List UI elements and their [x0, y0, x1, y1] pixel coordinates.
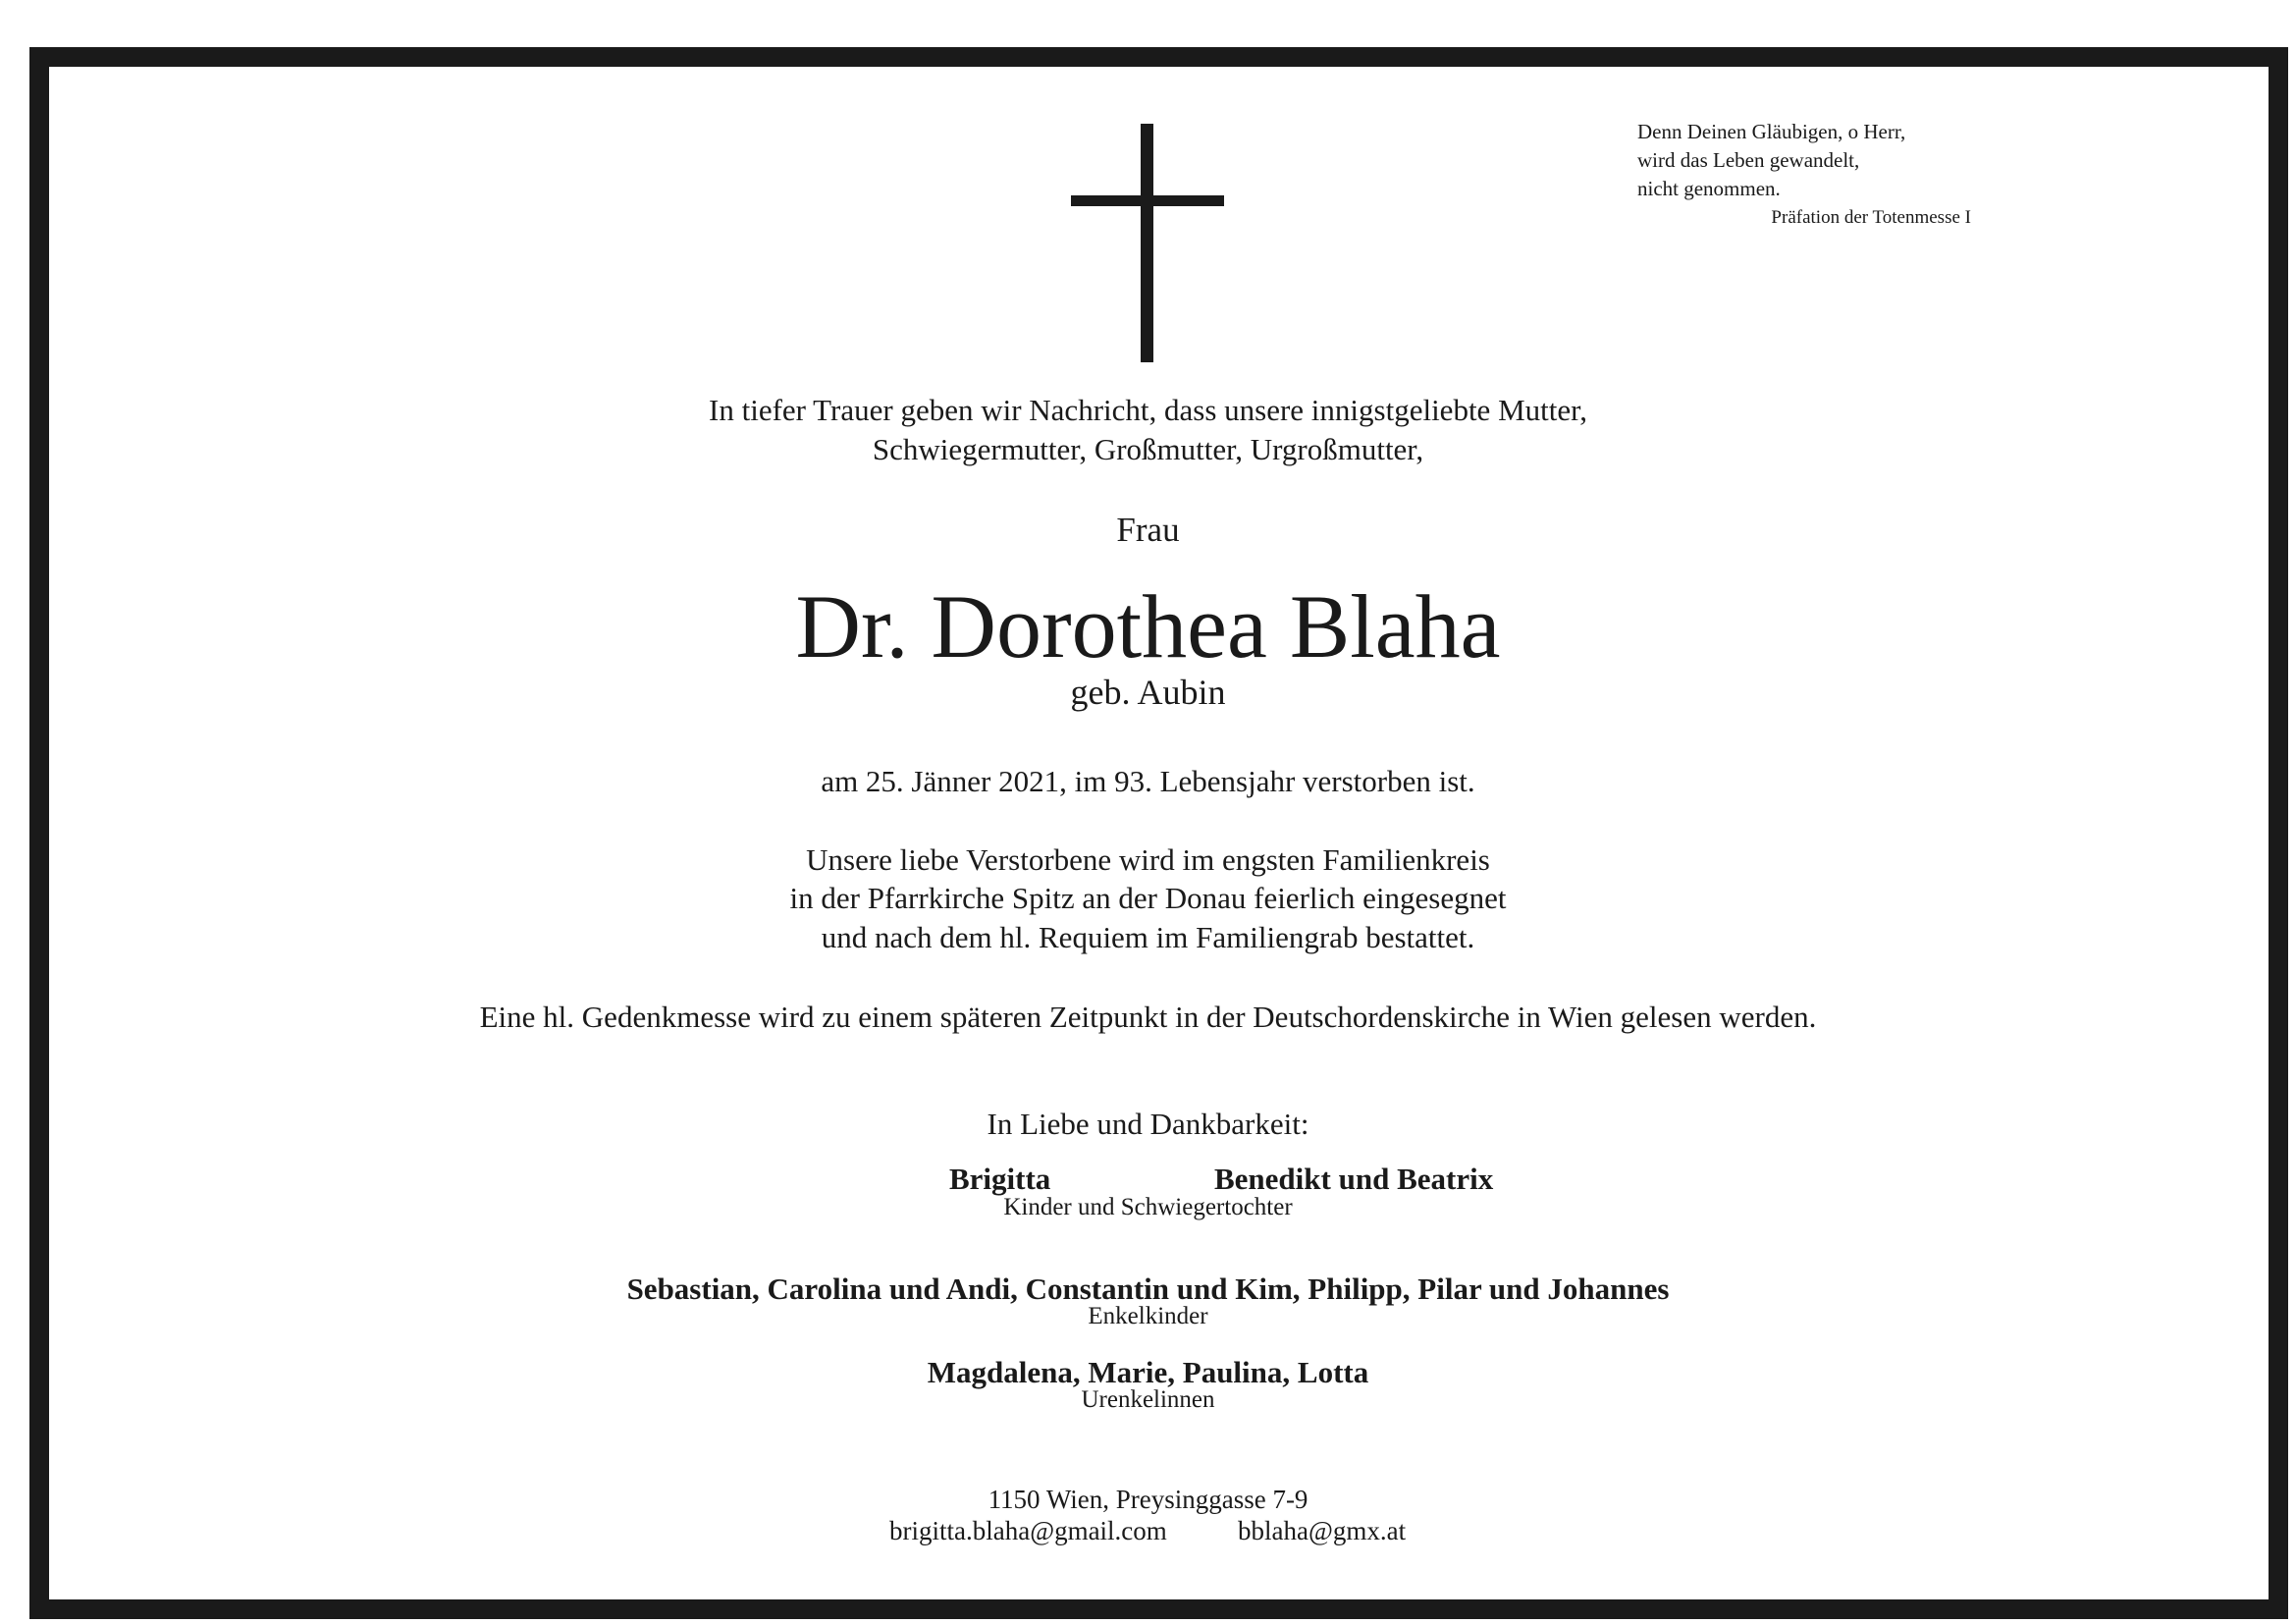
- mourners-intro: In Liebe und Dankbarkeit:: [987, 1107, 1309, 1141]
- funeral-line-3: und nach dem hl. Requiem im Familiengrab bestattet.: [821, 920, 1475, 954]
- children-label: Kinder und Schwiegertochter: [1003, 1194, 1293, 1220]
- cross-vertical-bar: [1141, 124, 1153, 362]
- quote-line-1: Denn Deinen Gläubigen, o Herr,: [1637, 120, 1906, 143]
- death-info: am 25. Jänner 2021, im 93. Lebensjahr verstorben ist.: [821, 764, 1475, 798]
- great-grandchildren-label: Urenkelinnen: [1081, 1386, 1215, 1413]
- contact-email-1: brigitta.blaha@gmail.com: [889, 1516, 1167, 1545]
- deceased-birth-name: geb. Aubin: [1070, 673, 1226, 712]
- funeral-line-1: Unsere liebe Verstorbene wird im engsten Familienkreis: [806, 842, 1490, 877]
- deceased-name: Dr. Dorothea Blaha: [795, 576, 1501, 677]
- funeral-line-2: in der Pfarrkirche Spitz an der Donau feierlich eingesegnet: [789, 881, 1507, 915]
- cross-horizontal-bar: [1071, 195, 1224, 206]
- grandchildren-label: Enkelkinder: [1088, 1303, 1208, 1329]
- child-benedikt-beatrix: Benedikt und Beatrix: [1214, 1162, 1494, 1196]
- quote-line-3: nicht genommen.: [1637, 177, 1781, 200]
- child-brigitta: Brigitta: [949, 1162, 1051, 1196]
- contact-address: 1150 Wien, Preysinggasse 7-9: [988, 1485, 1308, 1514]
- quote-source: Präfation der Totenmesse I: [1771, 207, 1971, 228]
- bible-quote: [1637, 118, 1971, 232]
- deceased-title: Frau: [1116, 511, 1180, 549]
- announcement-line-1: In tiefer Trauer geben wir Nachricht, dass unsere innigstgeliebte Mutter,: [709, 393, 1587, 427]
- cross-icon: [1065, 124, 1230, 362]
- memorial-mass: Eine hl. Gedenkmesse wird zu einem späteren Zeitpunkt in der Deutschordenskirche in Wien gelesen werden.: [479, 1000, 1817, 1034]
- announcement-line-2: Schwiegermutter, Großmutter, Urgroßmutter,: [872, 432, 1424, 466]
- great-grandchildren-names: Magdalena, Marie, Paulina, Lotta: [927, 1355, 1369, 1389]
- contact-email-2: bblaha@gmx.at: [1238, 1516, 1407, 1545]
- quote-line-2: wird das Leben gewandelt,: [1637, 148, 1860, 172]
- grandchildren-names: Sebastian, Carolina und Andi, Constantin und Kim, Philipp, Pilar und Johannes: [626, 1272, 1670, 1306]
